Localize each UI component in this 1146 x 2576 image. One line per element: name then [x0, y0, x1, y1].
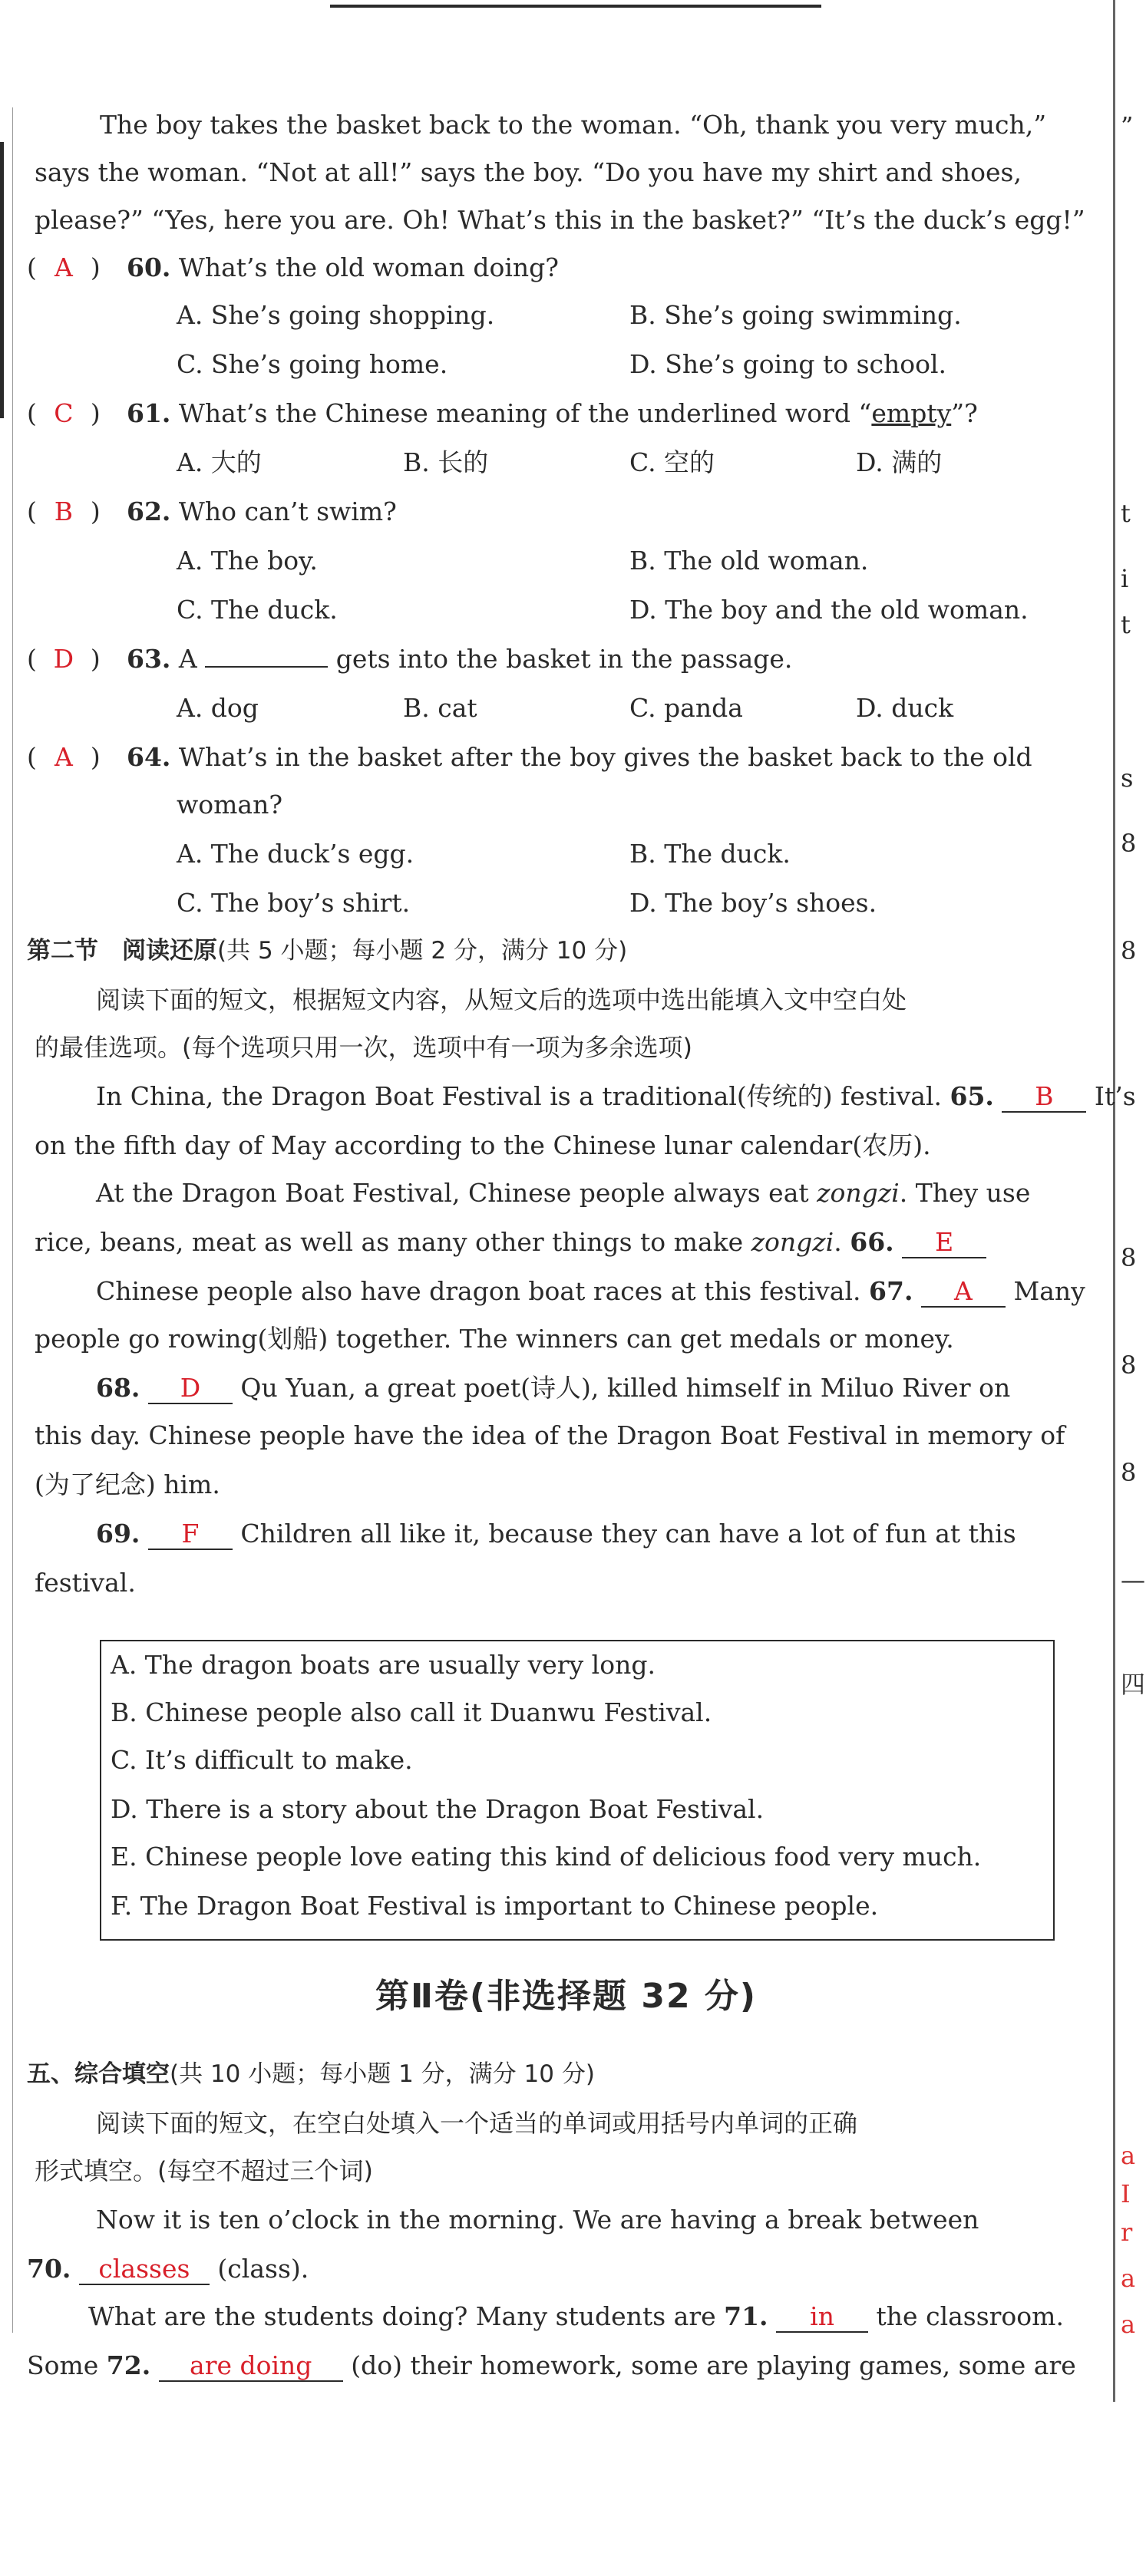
- s2-line: this day. Chinese people have the idea of the Dragon Boat Festival in memory of: [35, 1420, 1065, 1450]
- section-title: 第二节 阅读还原: [27, 937, 217, 965]
- text: Some: [27, 2350, 99, 2380]
- text: zongzi: [751, 1227, 834, 1257]
- edge-glyph: ”: [1121, 111, 1134, 140]
- left-margin-rule: [12, 107, 13, 2333]
- question-number: 62.: [127, 496, 171, 526]
- choice-item: D. There is a story about the Dragon Boat Festival.: [111, 1794, 765, 1824]
- option: B. The duck.: [629, 839, 791, 869]
- blank-number: 67.: [869, 1276, 913, 1306]
- passage-line: says the woman. “Not at all!” says the boy. “Do you have my shirt and shoes,: [35, 157, 1022, 187]
- edge-glyph: a: [1121, 2264, 1136, 2293]
- option: C. She’s going home.: [177, 349, 448, 379]
- part-2-heading: 第Ⅱ卷(非选择题 32 分): [375, 1977, 758, 2016]
- instruction-line: 阅读下面的短文，根据短文内容，从短文后的选项中选出能填入文中空白处: [96, 985, 907, 1014]
- passage-line: The boy takes the basket back to the woman. “Oh, thank you very much,”: [100, 110, 1047, 140]
- question-number: 64.: [127, 742, 171, 772]
- answer-mark: A: [54, 742, 73, 772]
- question-61: ( C ) 61. What’s the Chinese meaning of the underlined word “empty”?: [27, 396, 978, 431]
- option: A. dog: [177, 693, 259, 723]
- edge-glyph: 8: [1121, 1458, 1137, 1487]
- s5-line: [88, 2299, 1146, 2334]
- instruction-line: 阅读下面的短文，在空白处填入一个适当的单词或用括号内单词的正确: [96, 2109, 858, 2138]
- section-note: (共 10 小题；每小题 1 分，满分 10 分): [170, 2060, 595, 2088]
- left-binding-bar: [0, 142, 4, 418]
- text: It’s: [1094, 1081, 1136, 1111]
- choice-item: F. The Dragon Boat Festival is important to Chinese people.: [111, 1891, 879, 1921]
- text: Many: [1013, 1276, 1085, 1306]
- question-number: 60.: [127, 252, 171, 282]
- edge-glyph: t: [1121, 610, 1131, 639]
- s2-line: (为了纪念) him.: [35, 1469, 220, 1499]
- question-text: What’s the Chinese meaning of the underlined word “empty”?: [178, 398, 978, 428]
- text: (class).: [217, 2254, 309, 2284]
- choice-item: A. The dragon boats are usually very long.: [111, 1650, 656, 1680]
- answer-mark: C: [54, 398, 74, 428]
- s2-line: festival.: [35, 1568, 136, 1598]
- section-2-header: [27, 933, 627, 968]
- option: A. The boy.: [177, 546, 318, 576]
- s2-paragraph-4: [96, 1370, 1146, 1406]
- text: Chinese people also have dragon boat races at this festival.: [96, 1276, 861, 1306]
- text: zongzi: [817, 1178, 900, 1208]
- text: What are the students doing? Many students are: [88, 2301, 716, 2331]
- edge-glyph: I: [1121, 2179, 1131, 2208]
- choice-item: E. Chinese people love eating this kind of delicious food very much.: [111, 1842, 982, 1872]
- option: B. 长的: [403, 447, 489, 477]
- s5-line: [27, 2348, 1105, 2383]
- option: B. The old woman.: [629, 546, 869, 576]
- blank-number: 72.: [106, 2350, 151, 2380]
- answer-mark: D: [53, 644, 74, 674]
- answer-blank-70: classes: [79, 2254, 210, 2285]
- section-note: (共 5 小题；每小题 2 分，满分 10 分): [217, 937, 628, 965]
- underlined-word: empty: [871, 398, 952, 428]
- question-text: What’s the old woman doing?: [178, 252, 559, 282]
- answer-mark: A: [54, 252, 73, 282]
- option: C. panda: [629, 693, 743, 723]
- edge-glyph: s: [1121, 764, 1134, 793]
- blank-number: 68.: [96, 1373, 140, 1403]
- answer-mark: B: [54, 496, 73, 526]
- section-5-header: [27, 2057, 595, 2092]
- question-number: 63.: [127, 644, 171, 674]
- text: rice, beans, meat as well as many other things to make: [35, 1227, 744, 1257]
- option: D. The boy and the old woman.: [629, 595, 1029, 625]
- question-63: ( D ) 63. A gets into the basket in the passage.: [27, 642, 792, 677]
- edge-glyph: 8: [1121, 1243, 1137, 1272]
- question-text: Who can’t swim?: [178, 496, 397, 526]
- question-text: A: [178, 644, 197, 674]
- passage-line: please?” “Yes, here you are. Oh! What’s this in the basket?” “It’s the duck’s egg!”: [35, 205, 1085, 235]
- blank-number: 65.: [949, 1081, 994, 1111]
- s2-paragraph-5: [96, 1516, 1146, 1552]
- edge-glyph: t: [1121, 499, 1131, 528]
- top-rule: [330, 5, 821, 8]
- edge-glyph: 8: [1121, 829, 1137, 858]
- option: B. She’s going swimming.: [629, 300, 962, 330]
- option: D. 满的: [856, 447, 943, 477]
- s2-paragraph-2: [96, 1176, 1146, 1211]
- question-60: ( A ) 60. What’s the old woman doing?: [27, 250, 559, 285]
- answer-blank-67: A: [921, 1277, 1006, 1308]
- question-62: ( B ) 62. Who can’t swim?: [27, 494, 397, 529]
- option: D. duck: [856, 693, 954, 723]
- edge-glyph: a: [1121, 2310, 1136, 2339]
- option: B. cat: [403, 693, 477, 723]
- question-number: 61.: [127, 398, 171, 428]
- instruction-line: 的最佳选项。(每个选项只用一次，选项中有一项为多余选项): [35, 1033, 692, 1062]
- text: In China, the Dragon Boat Festival is a traditional(传统的) festival.: [96, 1081, 942, 1111]
- question-text: What’s in the basket after the boy gives the basket back to the old: [178, 742, 1032, 772]
- edge-glyph: 四: [1121, 1670, 1146, 1699]
- edge-glyph: 8: [1121, 936, 1137, 965]
- choices-box: [100, 1640, 1055, 1941]
- edge-glyph: —: [1121, 1565, 1145, 1595]
- s2-paragraph-3: [96, 1274, 1146, 1309]
- option: D. The boy’s shoes.: [629, 888, 877, 918]
- answer-blank-65: B: [1002, 1082, 1086, 1113]
- choice-item: B. Chinese people also call it Duanwu Festival.: [111, 1697, 712, 1727]
- s2-line: [35, 1225, 1113, 1260]
- text: At the Dragon Boat Festival, Chinese people always eat: [96, 1178, 809, 1208]
- question-text: gets into the basket in the passage.: [335, 644, 793, 674]
- answer-blank-66: E: [902, 1228, 986, 1258]
- option: A. She’s going shopping.: [177, 300, 495, 330]
- answer-blank-68: D: [148, 1374, 233, 1404]
- text: Qu Yuan, a great poet(诗人), killed himself in Miluo River on: [240, 1373, 1011, 1403]
- answer-blank-71: in: [776, 2302, 868, 2333]
- text: Children all like it, because they can have a lot of fun at this: [240, 1519, 1016, 1549]
- choice-item: C. It’s difficult to make.: [111, 1745, 413, 1775]
- edge-glyph: 8: [1121, 1351, 1137, 1380]
- s5-line: Now it is ten o’clock in the morning. We are having a break between: [96, 2205, 979, 2235]
- section-title: 五、综合填空: [27, 2060, 170, 2088]
- answer-blank-69: F: [148, 1519, 233, 1550]
- s5-line: [27, 2251, 1105, 2287]
- question-text-cont: woman?: [177, 790, 283, 820]
- edge-glyph: i: [1121, 564, 1129, 593]
- edge-glyph: a: [1121, 2141, 1136, 2170]
- blank-number: 71.: [724, 2301, 768, 2331]
- text: the classroom.: [876, 2301, 1064, 2331]
- blank-number: 69.: [96, 1519, 140, 1549]
- text: . They use: [899, 1178, 1031, 1208]
- option: C. The boy’s shirt.: [177, 888, 411, 918]
- option: C. The duck.: [177, 595, 338, 625]
- option: C. 空的: [629, 447, 715, 477]
- s2-line: people go rowing(划船) together. The winners can get medals or money.: [35, 1324, 954, 1354]
- s2-line: on the fifth day of May according to the Chinese lunar calendar(农历).: [35, 1130, 931, 1160]
- blank-number: 70.: [27, 2254, 71, 2284]
- edge-glyph: r: [1121, 2218, 1133, 2247]
- option: A. The duck’s egg.: [177, 839, 414, 869]
- option: D. She’s going to school.: [629, 349, 947, 379]
- text: (do) their homework, some are playing games, some are: [351, 2350, 1076, 2380]
- s2-paragraph-1: [96, 1079, 1146, 1114]
- text: .: [834, 1227, 842, 1257]
- option: A. 大的: [177, 447, 262, 477]
- instruction-line: 形式填空。(每空不超过三个词): [35, 2156, 373, 2185]
- answer-blank-72: are doing: [159, 2351, 343, 2382]
- blank-number: 66.: [850, 1227, 894, 1257]
- question-64: ( A ) 64. What’s in the basket after the boy gives the basket back to the old: [27, 740, 1032, 775]
- blank-line: [205, 666, 328, 668]
